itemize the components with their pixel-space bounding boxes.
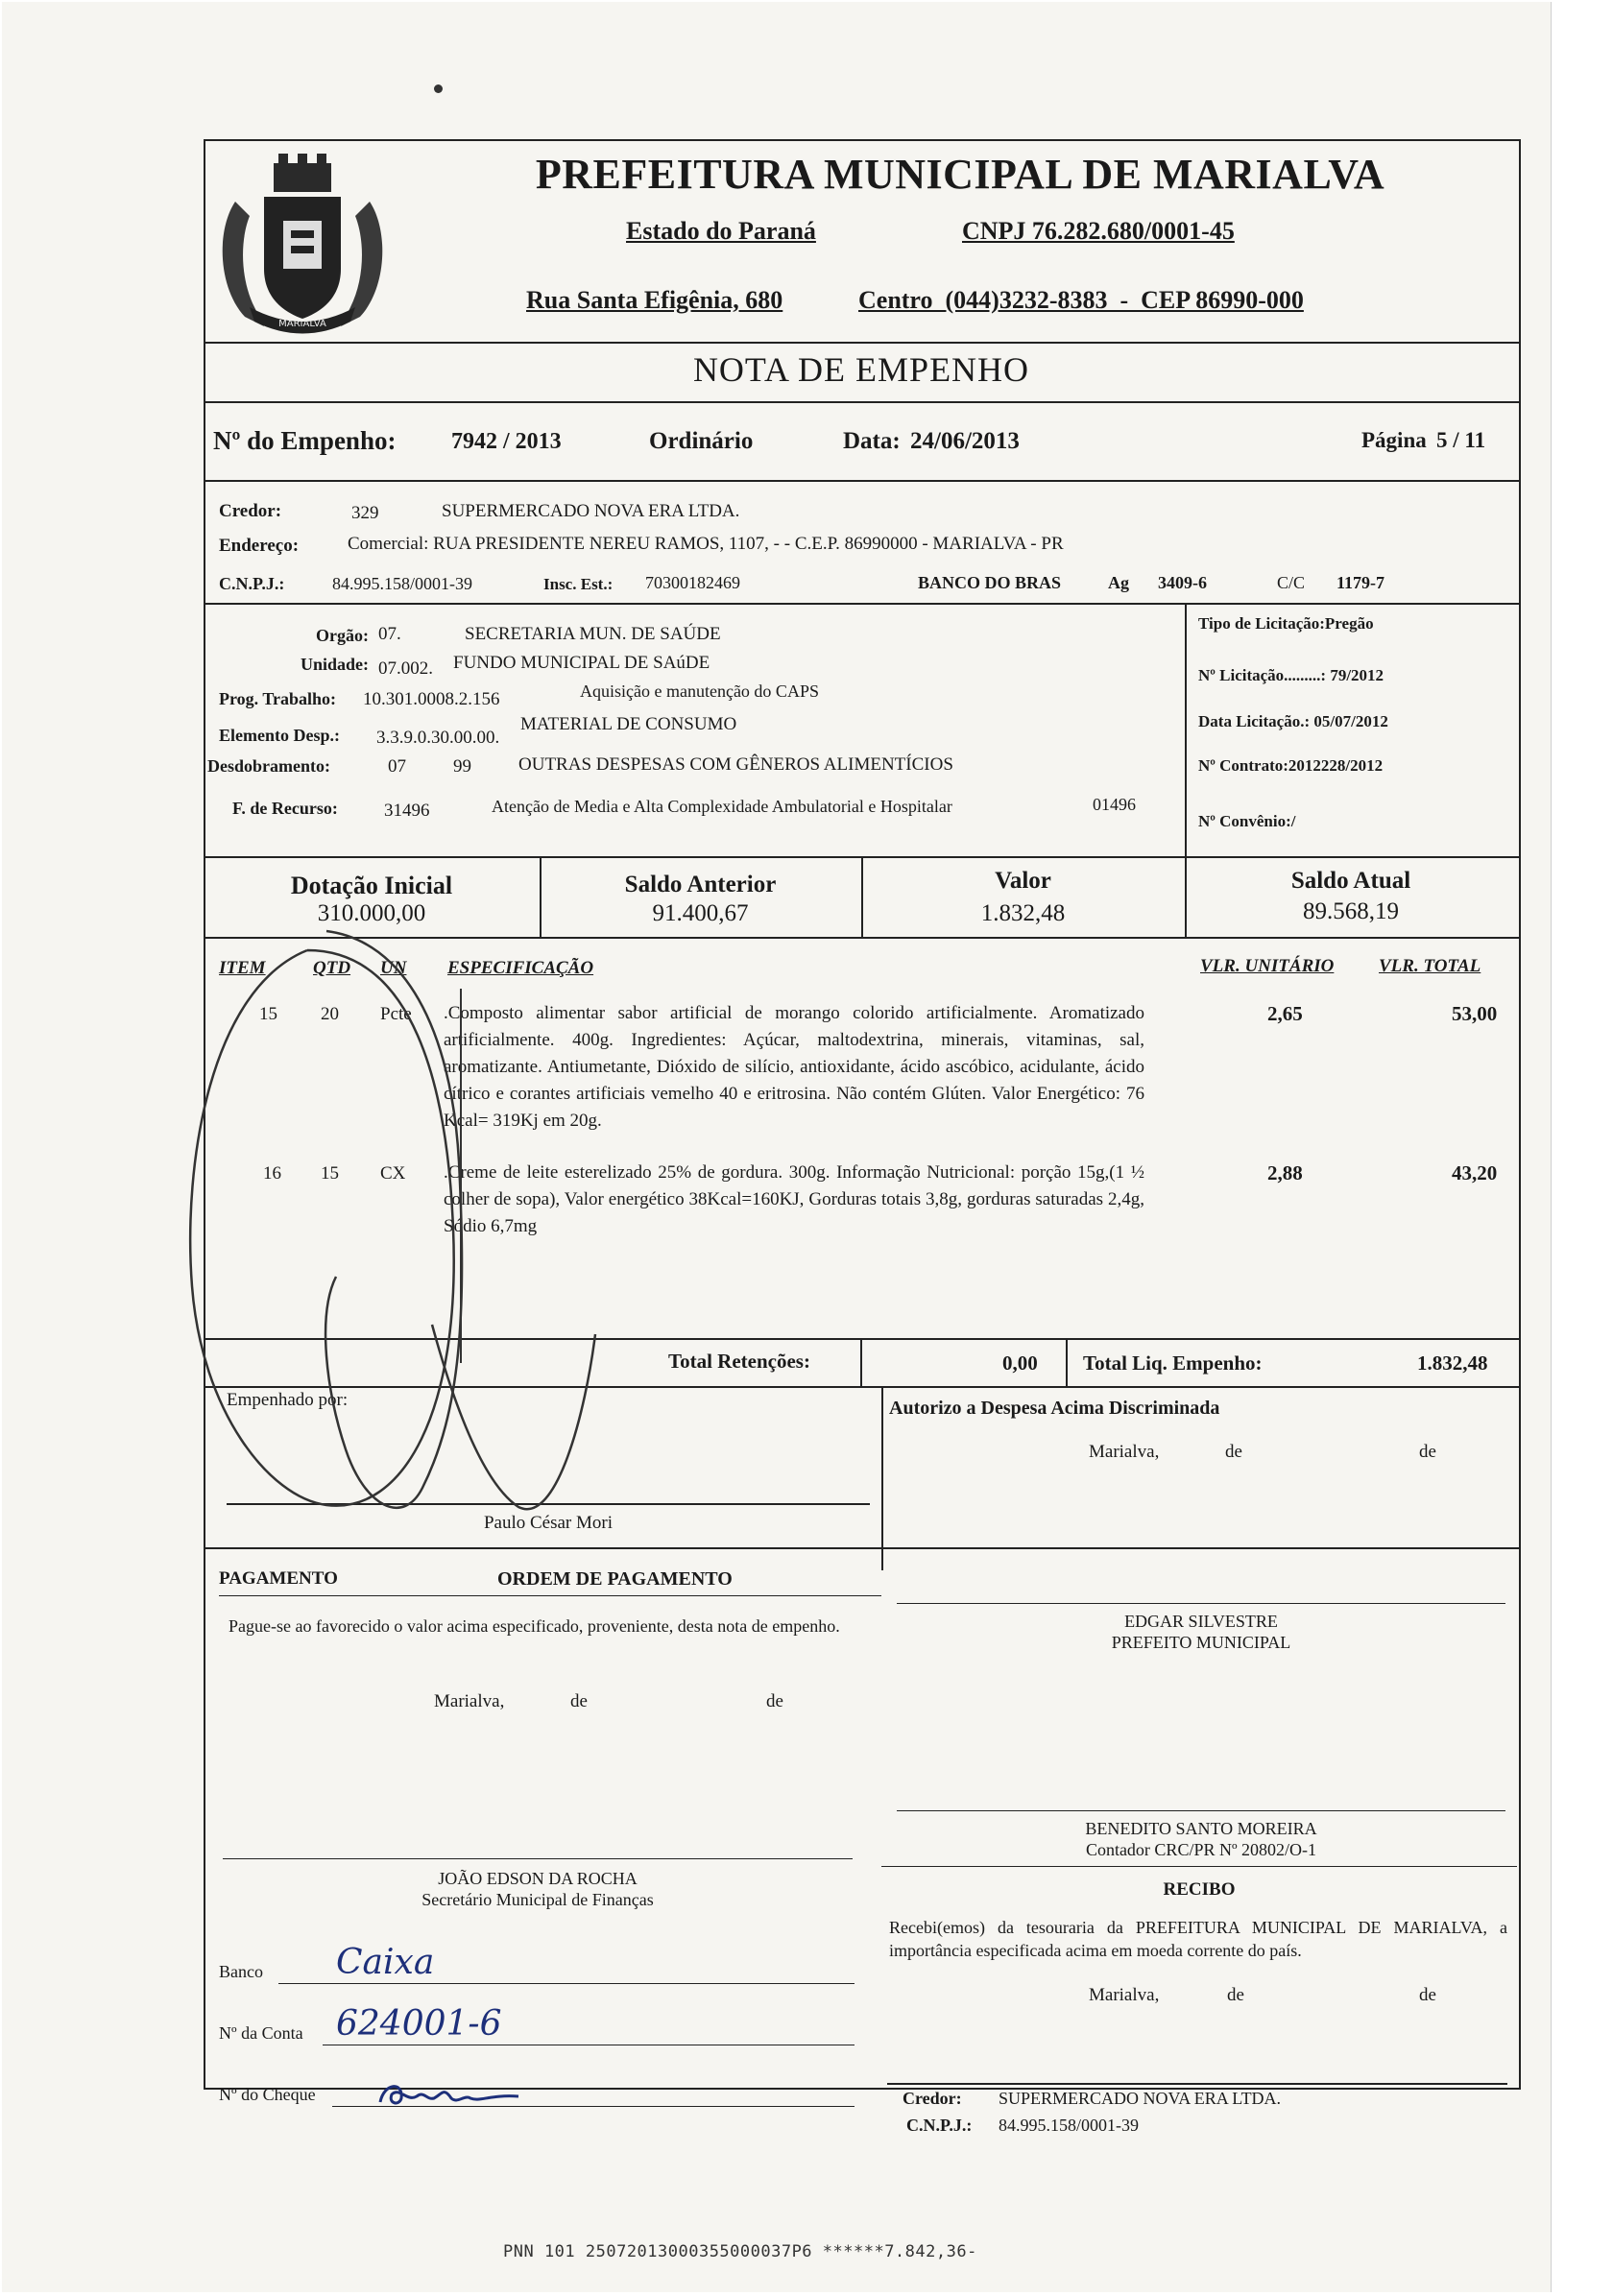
col-total-value: VLR. TOTAL bbox=[1379, 956, 1481, 976]
recibo-cnpj: 84.995.158/0001-39 bbox=[999, 2116, 1139, 2135]
saldo-anterior-label: Saldo Anterior bbox=[624, 872, 777, 897]
cheque-label: Nº do Cheque bbox=[219, 2085, 316, 2104]
prog-label: Prog. Trabalho: bbox=[219, 689, 337, 708]
conta-handwritten: 624001-6 bbox=[336, 2004, 502, 2044]
item-15-un: Pcte bbox=[380, 1004, 412, 1024]
col-un: UN bbox=[380, 958, 407, 978]
desdobramento-code-2: 99 bbox=[453, 756, 471, 777]
empenho-type: Ordinário bbox=[649, 428, 754, 454]
item-16-qtd: 15 bbox=[321, 1163, 339, 1184]
account-number: 1179-7 bbox=[1336, 573, 1385, 592]
accountant-name: BENEDITO SANTO MOREIRA bbox=[1085, 1819, 1317, 1838]
header-cnpj: CNPJ 76.282.680/0001-45 bbox=[962, 217, 1235, 245]
header-address: Centro (044)3232-8383 - CEP 86990-000 bbox=[858, 286, 1304, 314]
pagamento-label: PAGAMENTO bbox=[219, 1568, 338, 1589]
item-16-un: CX bbox=[380, 1163, 406, 1184]
licitacao-data: Data Licitação.: 05/07/2012 bbox=[1198, 712, 1388, 730]
item-16-unit-value: 2,88 bbox=[1267, 1161, 1303, 1184]
retencoes-label: Total Retenções: bbox=[668, 1350, 810, 1373]
recibo-credor-label: Credor: bbox=[903, 2089, 962, 2108]
desdobramento-code-1: 07 bbox=[388, 756, 406, 777]
unidade-label: Unidade: bbox=[300, 655, 369, 674]
saldo-atual-value: 89.568,19 bbox=[1303, 898, 1399, 924]
cnpj-label: C.N.P.J.: bbox=[219, 574, 285, 593]
page-number: 5 / 11 bbox=[1436, 428, 1486, 452]
credor-address: Comercial: RUA PRESIDENTE NEREU RAMOS, 1107, - - C.E.P. 86990000 - MARIALVA - PR bbox=[348, 534, 1064, 554]
recibo-text: Recebi(emos) da tesouraria da PREFEITURA MUNICIPAL DE MARIALVA, a importância especificada acima em moeda corrente do país. bbox=[889, 1918, 1507, 1960]
item-15-total-value: 53,00 bbox=[1452, 1002, 1498, 1025]
banco-label: Banco bbox=[219, 1962, 263, 1981]
ordem-pagamento-label: ORDEM DE PAGAMENTO bbox=[497, 1568, 733, 1590]
col-item: ITEM bbox=[219, 958, 266, 978]
credor-name: SUPERMERCADO NOVA ERA LTDA. bbox=[442, 501, 740, 521]
document-title: NOTA DE EMPENHO bbox=[692, 350, 1030, 389]
credor-code: 329 bbox=[351, 503, 379, 523]
recibo-de-1: de bbox=[1227, 1985, 1244, 2005]
recibo-cnpj-label: C.N.P.J.: bbox=[906, 2116, 973, 2135]
recibo-title: RECIBO bbox=[1163, 1879, 1236, 1900]
account-label: C/C bbox=[1277, 573, 1306, 592]
elemento-name: MATERIAL DE CONSUMO bbox=[520, 714, 737, 734]
credor-ie: 70300182469 bbox=[645, 573, 740, 592]
header-street: Rua Santa Efigênia, 680 bbox=[526, 286, 783, 314]
mayor-name: EDGAR SILVESTRE bbox=[1124, 1612, 1278, 1631]
ie-label: Insc. Est.: bbox=[543, 575, 614, 593]
dotacao-value: 310.000,00 bbox=[317, 900, 426, 926]
bank-name: BANCO DO BRAS bbox=[918, 573, 1062, 592]
desdobramento-label: Desdobramento: bbox=[207, 756, 330, 776]
col-qtd: QTD bbox=[313, 958, 351, 978]
item-15-number: 15 bbox=[259, 1004, 277, 1024]
empenhado-name: Paulo César Mori bbox=[483, 1513, 614, 1533]
unidade-name: FUNDO MUNICIPAL DE SAúDE bbox=[453, 653, 710, 673]
pagamento-de-1: de bbox=[570, 1691, 588, 1711]
empenho-date-label: Data: bbox=[843, 428, 901, 454]
mayor-role: PREFEITO MUNICIPAL bbox=[1111, 1633, 1291, 1652]
convenio-number: Nº Convênio:/ bbox=[1198, 812, 1296, 830]
svg-text:MARIALVA: MARIALVA bbox=[278, 319, 326, 329]
credor-label: Credor: bbox=[219, 501, 282, 521]
secretary-name: JOÃO EDSON DA ROCHA bbox=[438, 1869, 638, 1888]
desdobramento-name: OUTRAS DESPESAS COM GÊNEROS ALIMENTÍCIOS bbox=[518, 754, 953, 775]
col-unit-value: VLR. UNITÁRIO bbox=[1200, 956, 1335, 976]
agency-label: Ag bbox=[1108, 573, 1129, 592]
empenho-number: 7942 / 2013 bbox=[451, 429, 562, 454]
empenhado-label: Empenhado por: bbox=[227, 1390, 349, 1410]
item-16-number: 16 bbox=[263, 1163, 281, 1184]
footer-code: PNN 101 25072013000355000037P6 ******7.842,36- bbox=[503, 2242, 977, 2261]
fonte-label: F. de Recurso: bbox=[232, 799, 338, 818]
valor-label: Valor bbox=[995, 868, 1051, 894]
accountant-role: Contador CRC/PR Nº 20802/O-1 bbox=[1085, 1840, 1317, 1859]
cheque-signature-icon bbox=[374, 2073, 528, 2112]
ink-dot bbox=[434, 84, 443, 93]
prog-name: Aquisição e manutenção do CAPS bbox=[580, 682, 819, 701]
unidade-code: 07.002. bbox=[378, 658, 433, 679]
orgao-label: Orgão: bbox=[316, 626, 369, 645]
retencoes-value: 0,00 bbox=[1002, 1351, 1038, 1375]
elemento-label: Elemento Desp.: bbox=[219, 726, 340, 745]
autorizo-text: Autorizo a Despesa Acima Discriminada bbox=[889, 1398, 1220, 1419]
licitacao-tipo: Tipo de Licitação:Pregão bbox=[1198, 614, 1374, 633]
liquido-label: Total Liq. Empenho: bbox=[1083, 1351, 1263, 1375]
item-15-description: .Composto alimentar sabor artificial de morango colorido artificialmente. Aromatizado artificialmente. 400g. Ingredientes: Açúcar, maltodextrina, minerais, vitaminas, sal, aromatizante. Antiumetante, Dióxido de silício, antioxidante, ácido ascóbico, acidulante, ácido cítrico e corantes artificiais vemelho 40 e eritrosina. Não contém Glúten. Valor Energético: 76 Kcal= 319Kj em 20g. bbox=[444, 1003, 1144, 1131]
state-name: Estado do Paraná bbox=[626, 217, 816, 245]
item-16-description: .Creme de leite esterelizado 25% de gordura. 300g. Informação Nutricional: porção 15g,(1 ½ colher de sopa), Valor energético 38Kcal=160KJ, Gorduras totais 3,8g, gorduras saturadas 2,4g, Sódio 6,7mg bbox=[444, 1162, 1144, 1236]
banco-handwritten: Caixa bbox=[336, 1943, 435, 1982]
empenho-number-label: Nº do Empenho: bbox=[213, 426, 397, 455]
hand-drawn-loop-icon bbox=[173, 912, 672, 1526]
prog-code: 10.301.0008.2.156 bbox=[363, 689, 500, 709]
conta-label: Nº da Conta bbox=[219, 2023, 303, 2043]
item-16-total-value: 43,20 bbox=[1452, 1161, 1498, 1184]
orgao-name: SECRETARIA MUN. DE SAÚDE bbox=[465, 624, 721, 644]
item-15-unit-value: 2,65 bbox=[1267, 1002, 1303, 1025]
credor-cnpj: 84.995.158/0001-39 bbox=[332, 574, 472, 593]
item-15-qtd: 20 bbox=[321, 1004, 339, 1024]
orgao-code: 07. bbox=[378, 624, 401, 644]
address-label: Endereço: bbox=[219, 536, 300, 556]
pagamento-de-2: de bbox=[766, 1691, 783, 1711]
fonte-name: Atenção de Media e Alta Complexidade Ambulatorial e Hospitalar bbox=[492, 797, 952, 816]
empenho-date: 24/06/2013 bbox=[910, 428, 1020, 454]
recibo-place: Marialva, bbox=[1089, 1985, 1160, 2005]
pagamento-place: Marialva, bbox=[434, 1691, 505, 1711]
fonte-ref: 01496 bbox=[1093, 795, 1136, 814]
licitacao-numero: Nº Licitação.........: 79/2012 bbox=[1198, 666, 1384, 684]
elemento-code: 3.3.9.0.30.00.00. bbox=[376, 728, 500, 748]
municipality-title: PREFEITURA MUNICIPAL DE MARIALVA bbox=[535, 151, 1385, 198]
autorizo-de-2: de bbox=[1419, 1442, 1436, 1462]
saldo-atual-label: Saldo Atual bbox=[1290, 868, 1411, 894]
saldo-anterior-value: 91.400,67 bbox=[652, 900, 749, 926]
secretary-role: Secretário Municipal de Finanças bbox=[421, 1890, 654, 1909]
liquido-value: 1.832,48 bbox=[1417, 1351, 1488, 1375]
pagamento-text: Pague-se ao favorecido o valor acima especificado, proveniente, desta nota de empenho. bbox=[229, 1616, 840, 1636]
page-label: Página bbox=[1361, 428, 1427, 452]
coat-of-arms-icon bbox=[206, 144, 398, 346]
col-especificacao: ESPECIFICAÇÃO bbox=[447, 958, 594, 978]
recibo-credor: SUPERMERCADO NOVA ERA LTDA. bbox=[999, 2089, 1282, 2108]
valor-value: 1.832,48 bbox=[980, 900, 1066, 926]
agency-number: 3409-6 bbox=[1158, 573, 1207, 592]
autorizo-de-1: de bbox=[1225, 1442, 1242, 1462]
fonte-code: 31496 bbox=[384, 801, 430, 821]
recibo-de-2: de bbox=[1419, 1985, 1436, 2005]
dotacao-label: Dotação Inicial bbox=[290, 872, 453, 899]
contrato-number: Nº Contrato:2012228/2012 bbox=[1198, 756, 1384, 775]
autorizo-place: Marialva, bbox=[1089, 1442, 1160, 1462]
